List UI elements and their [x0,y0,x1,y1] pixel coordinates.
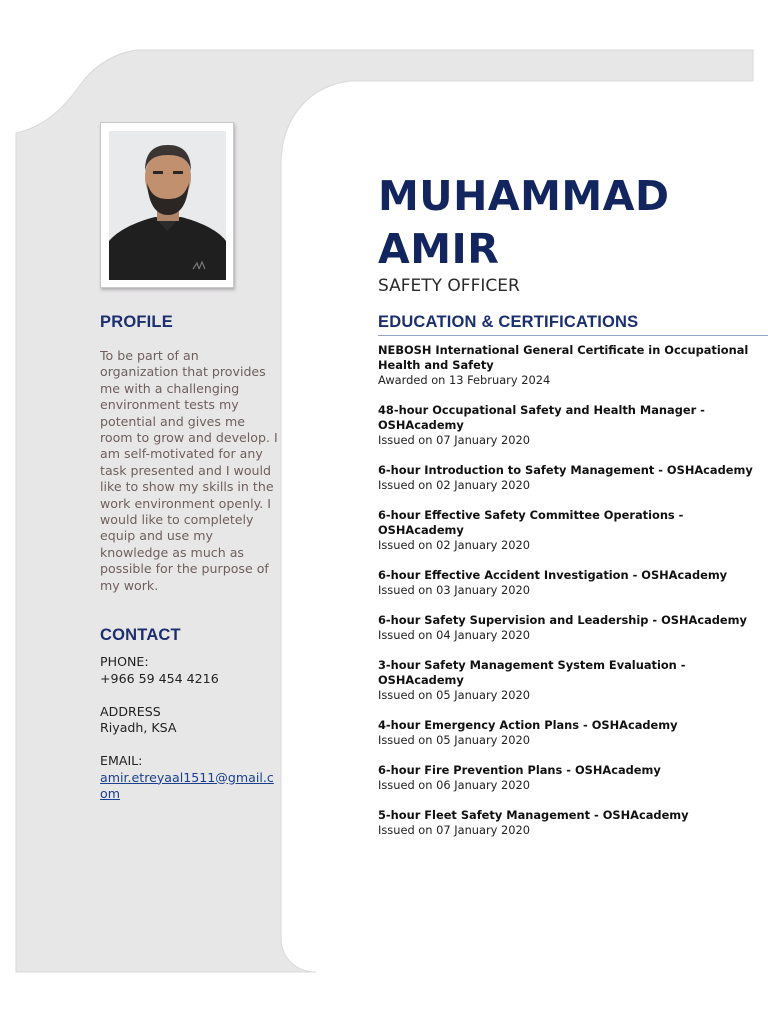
certification-title: NEBOSH International General Certificate in Occupational Health and Safety [378,343,749,372]
certification-title: 6-hour Effective Safety Committee Operations - OSHAcademy [378,508,684,537]
certification-title: 6-hour Introduction to Safety Management - OSHAcademy [378,463,753,477]
address-label: ADDRESS [100,703,161,719]
certification-item [378,463,758,493]
certification-item [378,718,758,748]
certification-item [378,763,758,793]
certification-date: Issued on 05 January 2020 [378,733,531,747]
certification-item [378,508,758,553]
education-heading: EDUCATION & CERTIFICATIONS [378,313,639,331]
certification-item [378,403,758,448]
email-label: EMAIL: [100,753,143,768]
contact-heading: CONTACT [100,626,181,644]
profile-photo [100,122,234,288]
certification-date: Issued on 03 January 2020 [378,583,531,597]
certification-list [378,343,758,853]
address-value: Riyadh, KSA [100,720,177,735]
profile-heading: PROFILE [100,313,173,331]
certification-title: 48-hour Occupational Safety and Health Manager - OSHAcademy [378,403,705,432]
certification-title: 6-hour Fire Prevention Plans - OSHAcademy [378,763,661,777]
name-last: AMIR [378,225,500,273]
certification-date: Issued on 04 January 2020 [378,628,531,642]
certification-title: 6-hour Safety Supervision and Leadership - OSHAcademy [378,613,747,627]
certification-item [378,343,758,388]
phone-value: +966 59 454 4216 [100,670,219,686]
name-first: MUHAMMAD [378,172,670,220]
certification-date: Issued on 02 January 2020 [378,478,531,492]
certification-date: Issued on 02 January 2020 [378,538,531,552]
certification-date: Issued on 05 January 2020 [378,688,531,702]
certification-item [378,808,758,838]
job-title: SAFETY OFFICER [378,276,520,296]
phone-label: PHONE: [100,654,149,669]
certification-title: 3-hour Safety Management System Evaluation - OSHAcademy [378,658,686,687]
email-link[interactable]: amir.etreyaal1511@gmail.com [100,769,274,801]
certification-item [378,613,758,643]
certification-title: 4-hour Emergency Action Plans - OSHAcademy [378,718,678,732]
certification-date: Issued on 07 January 2020 [378,823,531,837]
contact-block [100,654,280,819]
certification-item [378,568,758,598]
certification-date: Issued on 06 January 2020 [378,778,531,792]
certification-date: Awarded on 13 February 2024 [378,373,551,387]
certification-title: 6-hour Effective Accident Investigation - OSHAcademy [378,568,728,582]
certification-date: Issued on 07 January 2020 [378,433,531,447]
certification-item [378,658,758,703]
avatar [109,131,226,280]
profile-text: To be part of an organization that provides me with a challenging environment tests my potential and gives me room to grow and develop. I am self-motivated for any task presented and I would like to show my skills in the work environment openly. I would like to completely equip and use my knowledge as much as possible for the purpose of my work. [100,348,278,593]
certification-title: 5-hour Fleet Safety Management - OSHAcademy [378,808,689,822]
education-divider [378,335,768,336]
